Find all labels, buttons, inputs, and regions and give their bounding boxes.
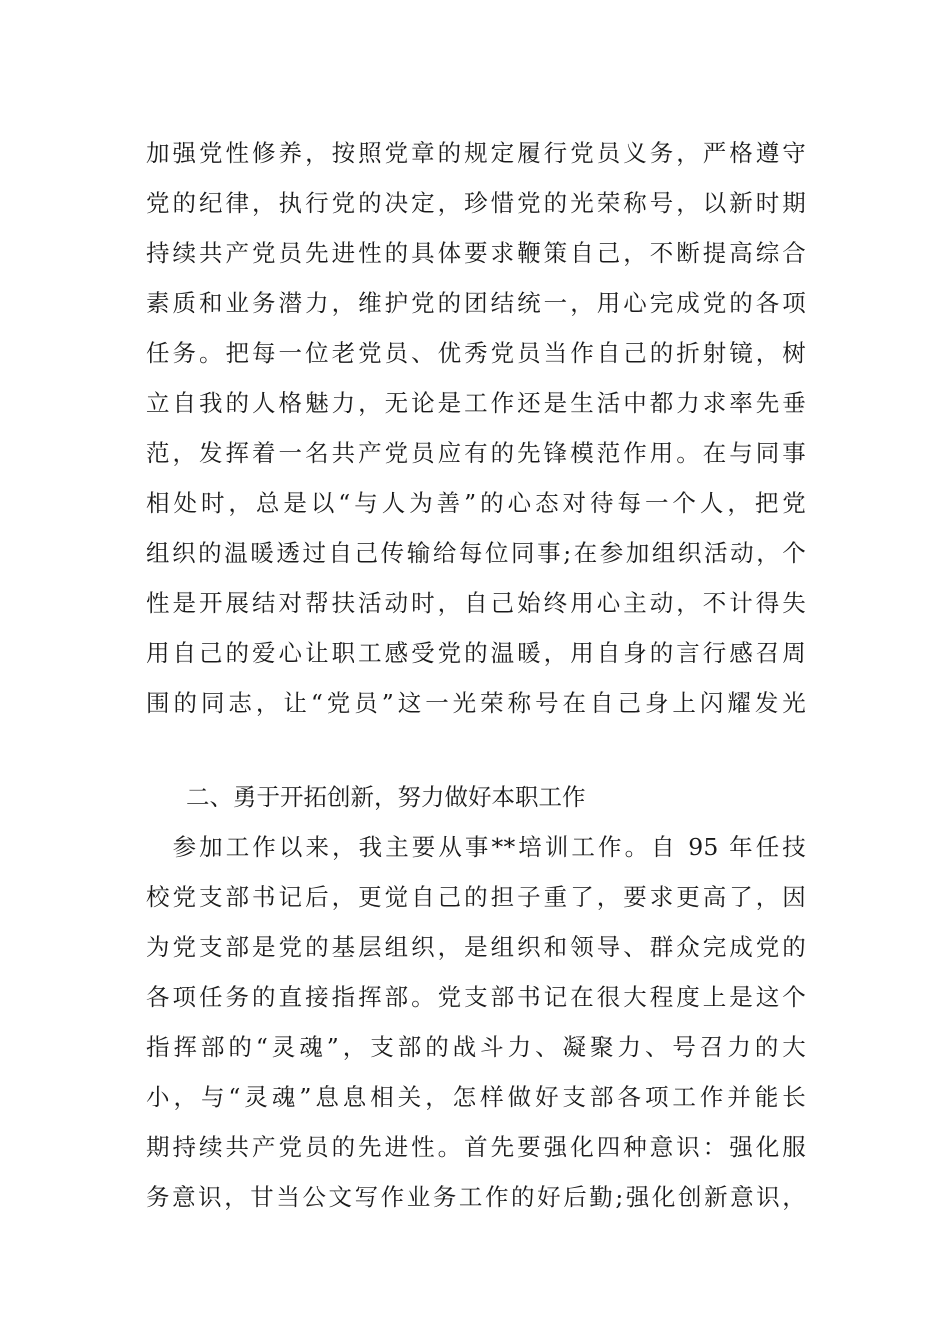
text-line: 任务。把每一位老党员、优秀党员当作自己的折射镜，树 [146, 339, 806, 367]
text-line: 性是开展结对帮扶活动时，自己始终用心主动，不计得失 [146, 589, 806, 617]
paragraph-party-conduct [146, 128, 806, 728]
text-line: 相处时，总是以“与人为善”的心态对待每一个人，把党 [146, 489, 806, 517]
text-line: 校党支部书记后，更觉自己的担子重了，要求更高了，因 [146, 883, 806, 911]
text-line: 加强党性修养，按照党章的规定履行党员义务，严格遵守 [146, 139, 806, 167]
text-line: 各项任务的直接指挥部。党支部书记在很大程度上是这个 [146, 983, 806, 1011]
text-line: 用自己的爱心让职工感受党的温暖，用自身的言行感召周 [146, 639, 806, 667]
text-line: 素质和业务潜力，维护党的团结统一，用心完成党的各项 [146, 289, 806, 317]
text-line: 立自我的人格魅力，无论是工作还是生活中都力求率先垂 [146, 389, 806, 417]
text-line: 范，发挥着一名共产党员应有的先锋模范作用。在与同事 [146, 439, 806, 467]
text-line: 组织的温暖透过自己传输给每位同事;在参加组织活动，个 [146, 539, 806, 567]
text-line: 参加工作以来，我主要从事**培训工作。自 95 年任技 [146, 833, 806, 861]
text-line: 指挥部的“灵魂”，支部的战斗力、凝聚力、号召力的大 [146, 1033, 806, 1061]
section-heading: 二、勇于开拓创新，努力做好本职工作 [186, 783, 586, 811]
text-line: 务意识，甘当公文写作业务工作的好后勤;强化创新意识， [146, 1183, 806, 1211]
text-line: 党的纪律，执行党的决定，珍惜党的光荣称号，以新时期 [146, 189, 806, 217]
text-line: 围的同志，让“党员”这一光荣称号在自己身上闪耀发光 [146, 689, 806, 717]
text-line: 小，与“灵魂”息息相关，怎样做好支部各项工作并能长 [146, 1083, 806, 1111]
text-line: 持续共产党员先进性的具体要求鞭策自己，不断提高综合 [146, 239, 806, 267]
paragraph-work-duties [146, 822, 806, 1222]
text-line: 期持续共产党员的先进性。首先要强化四种意识：强化服 [146, 1133, 806, 1161]
text-line: 为党支部是党的基层组织，是组织和领导、群众完成党的 [146, 933, 806, 961]
